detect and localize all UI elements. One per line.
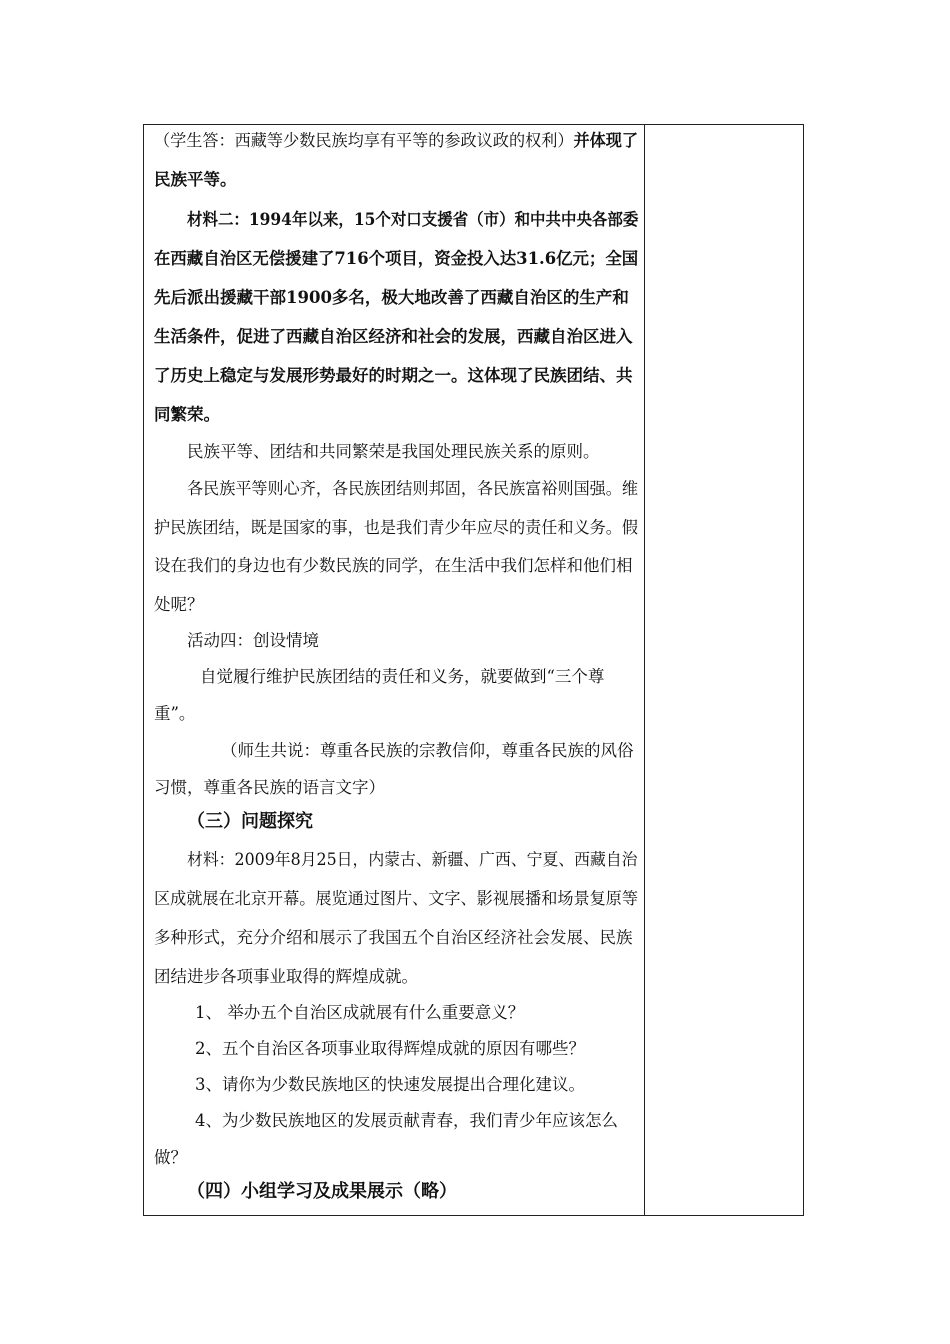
exhibition-material-line: 区成就展在北京开幕。展览通过图片、文字、影视展播和场景复原等 (154, 889, 639, 908)
section-four-heading: （四）小组学习及成果展示（略） (187, 1181, 457, 1202)
answer-line: （学生答：西藏等少数民族均享有平等的参政议政的权利）并体现了 (154, 131, 639, 150)
exhibition-material-line: 多种形式，充分介绍和展示了我国五个自治区经济社会发展、民族 (154, 928, 633, 947)
three-respects-line: 重”。 (154, 704, 196, 723)
section-three-heading: （三）问题探究 (187, 811, 313, 832)
material-two-line: 在西藏自治区无偿援建了716个项目，资金投入达31.6亿元；全国 (154, 249, 639, 268)
question-item: 4、为少数民族地区的发展贡献青春，我们青少年应该怎么 (195, 1111, 618, 1130)
question-item: 3、请你为少数民族地区的快速发展提出合理化建议。 (195, 1075, 585, 1094)
principle-paragraph: 民族平等、团结和共同繁荣是我国处理民族关系的原则。 (187, 442, 600, 461)
exhibition-material-line: 材料：2009年8月25日，内蒙古、新疆、广西、宁夏、西藏自治 (187, 850, 638, 869)
exhibition-material-line: 团结进步各项事业取得的辉煌成就。 (154, 967, 418, 986)
group-answer-line: （师生共说：尊重各民族的宗教信仰，尊重各民族的风俗 (221, 741, 634, 760)
material-two-line: 材料二：1994年以来，15个对口支援省（市）和中共中央各部委 (187, 210, 639, 229)
material-two-line: 先后派出援藏干部1900多名，极大地改善了西藏自治区的生产和 (154, 288, 629, 307)
group-answer-line: 习惯，尊重各民族的语言文字） (154, 778, 385, 797)
three-respects-line: 自觉履行维护民族团结的责任和义务，就要做到“三个尊 (200, 667, 605, 686)
answer-line-end: 民族平等。 (154, 170, 237, 189)
question-item: 1、 举办五个自治区成就展有什么重要意义？ (195, 1003, 525, 1022)
question-item-continued: 做？ (154, 1148, 187, 1167)
unity-paragraph-line: 护民族团结，既是国家的事，也是我们青少年应尽的责任和义务。假 (154, 518, 639, 537)
table-column-divider (644, 124, 645, 1216)
material-two-line: 生活条件，促进了西藏自治区经济和社会的发展，西藏自治区进入 (154, 327, 633, 346)
question-item: 2、五个自治区各项事业取得辉煌成就的原因有哪些？ (195, 1039, 585, 1058)
unity-paragraph-line: 各民族平等则心齐，各民族团结则邦固，各民族富裕则国强。维 (187, 479, 639, 498)
material-two-line: 了历史上稳定与发展形势最好的时期之一。这体现了民族团结、共 (154, 366, 633, 385)
unity-paragraph-line: 处呢？ (154, 595, 204, 614)
activity-four-title: 活动四：创设情境 (187, 631, 319, 650)
material-two-line: 同繁荣。 (154, 405, 220, 424)
unity-paragraph-line: 设在我们的身边也有少数民族的同学，在生活中我们怎样和他们相 (154, 556, 633, 575)
